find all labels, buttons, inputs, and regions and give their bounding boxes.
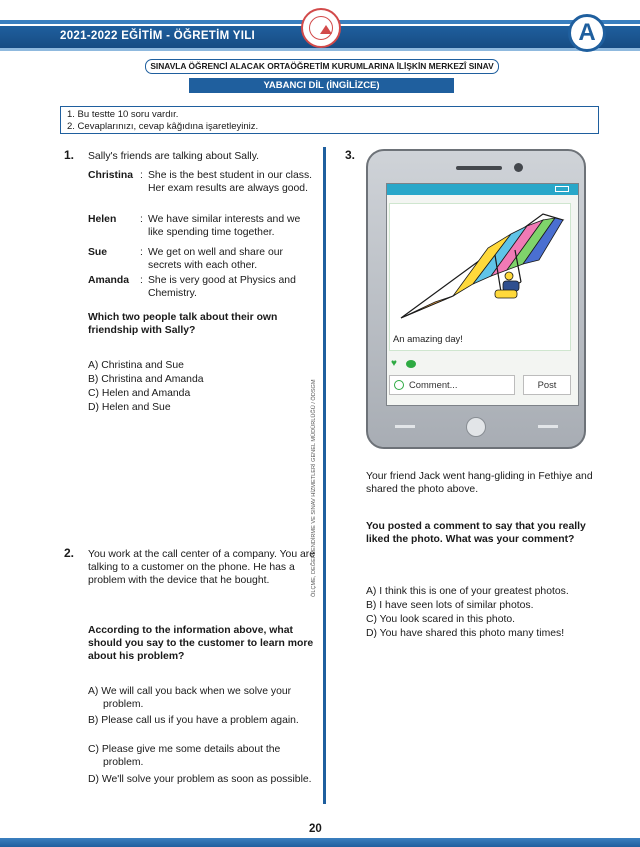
booklet-type-badge: A xyxy=(568,14,606,52)
speaker-name: Sue xyxy=(88,247,108,258)
answer-option[interactable]: B) I have seen lots of similar photos. xyxy=(366,600,534,611)
heart-icon[interactable]: ♥ xyxy=(391,358,397,369)
speaker-text: We get on well and share our secrets with each other. xyxy=(148,247,283,271)
question-intro: Your friend Jack went hang-gliding in Fethiye and shared the photo above. xyxy=(366,471,593,495)
speaker-name: Helen xyxy=(88,214,117,225)
question-number: 2. xyxy=(64,546,75,560)
comment-input[interactable]: Comment... xyxy=(389,375,515,395)
speaker-text: She is the best student in our class. Her exam results are always good. xyxy=(148,170,313,194)
question-intro: You work at the call center of a company. You are talking to a customer on the phone. He has a problem with the device that he bought. xyxy=(88,549,316,586)
subject-title: YABANCI DİL (İNGİLİZCE) xyxy=(189,78,454,93)
exam-title: SINAVLA ÖĞRENCİ ALACAK ORTAÖĞRETİM KURUMLARINA İLİŞKİN MERKEZÎ SINAV xyxy=(145,59,499,74)
instruction-line: 2. Cevaplarınızı, cevap kâğıdına işaretleyiniz. xyxy=(67,121,259,132)
banner-stripe xyxy=(0,48,640,51)
column-divider xyxy=(323,147,326,804)
academic-year: 2021-2022 EĞİTİM - ÖĞRETİM YILI xyxy=(60,30,256,42)
question-number: 3. xyxy=(345,148,356,162)
answer-option[interactable]: C) You look scared in this photo. xyxy=(366,614,516,625)
answer-option[interactable]: C) Please give me some details about the problem. xyxy=(88,744,281,768)
question-intro: Sally's friends are talking about Sally. xyxy=(88,151,260,162)
side-credit-text: ÖLÇME, DEĞERLENDİRME VE SINAV HİZMETLERİ GENEL MÜDÜRLÜĞÜ / ÖDSGM xyxy=(311,379,317,597)
answer-option[interactable]: D) We'll solve your problem as soon as possible. xyxy=(88,774,312,785)
status-bar xyxy=(387,184,578,195)
answer-option[interactable]: B) Christina and Amanda xyxy=(88,374,204,385)
speaker-name: Amanda xyxy=(88,275,129,286)
top-banner xyxy=(0,0,640,52)
question-stem: You posted a comment to say that you really liked the photo. What was your comment? xyxy=(366,521,586,545)
answer-option[interactable]: D) You have shared this photo many times! xyxy=(366,628,565,639)
answer-option[interactable]: B) Please call us if you have a problem again. xyxy=(88,715,299,726)
instruction-line: 1. Bu testte 10 soru vardır. xyxy=(67,109,179,120)
question-stem: According to the information above, what should you say to the customer to learn more about his problem? xyxy=(88,625,314,662)
answer-option[interactable]: A) We will call you back when we solve your problem. xyxy=(88,686,292,710)
speaker-text: She is very good at Physics and Chemistry. xyxy=(148,275,296,299)
menu-key-icon xyxy=(395,425,415,428)
smiley-icon xyxy=(394,380,404,390)
answer-option[interactable]: A) I think this is one of your greatest photos. xyxy=(366,586,569,597)
comment-bubble-icon[interactable] xyxy=(406,360,416,368)
answer-option[interactable]: C) Helen and Amanda xyxy=(88,388,191,399)
answer-option[interactable]: A) Christina and Sue xyxy=(88,360,184,371)
speaker-name: Christina xyxy=(88,170,134,181)
speaker-grille xyxy=(456,166,502,170)
question-number: 1. xyxy=(64,148,75,162)
answer-option[interactable]: D) Helen and Sue xyxy=(88,402,171,413)
question-stem: Which two people talk about their own friendship with Sally? xyxy=(88,312,278,336)
home-button-icon xyxy=(466,417,486,437)
instructions-box xyxy=(60,106,599,134)
ministry-seal-icon xyxy=(301,8,341,48)
battery-icon xyxy=(555,186,569,192)
camera-icon xyxy=(514,163,523,172)
speaker-text: We have similar interests and we like spending time together. xyxy=(148,214,301,238)
post-button[interactable]: Post xyxy=(523,375,571,395)
page-number: 20 xyxy=(309,823,322,835)
photo-caption: An amazing day! xyxy=(393,333,463,344)
bottom-band xyxy=(0,838,640,847)
back-key-icon xyxy=(538,425,558,428)
